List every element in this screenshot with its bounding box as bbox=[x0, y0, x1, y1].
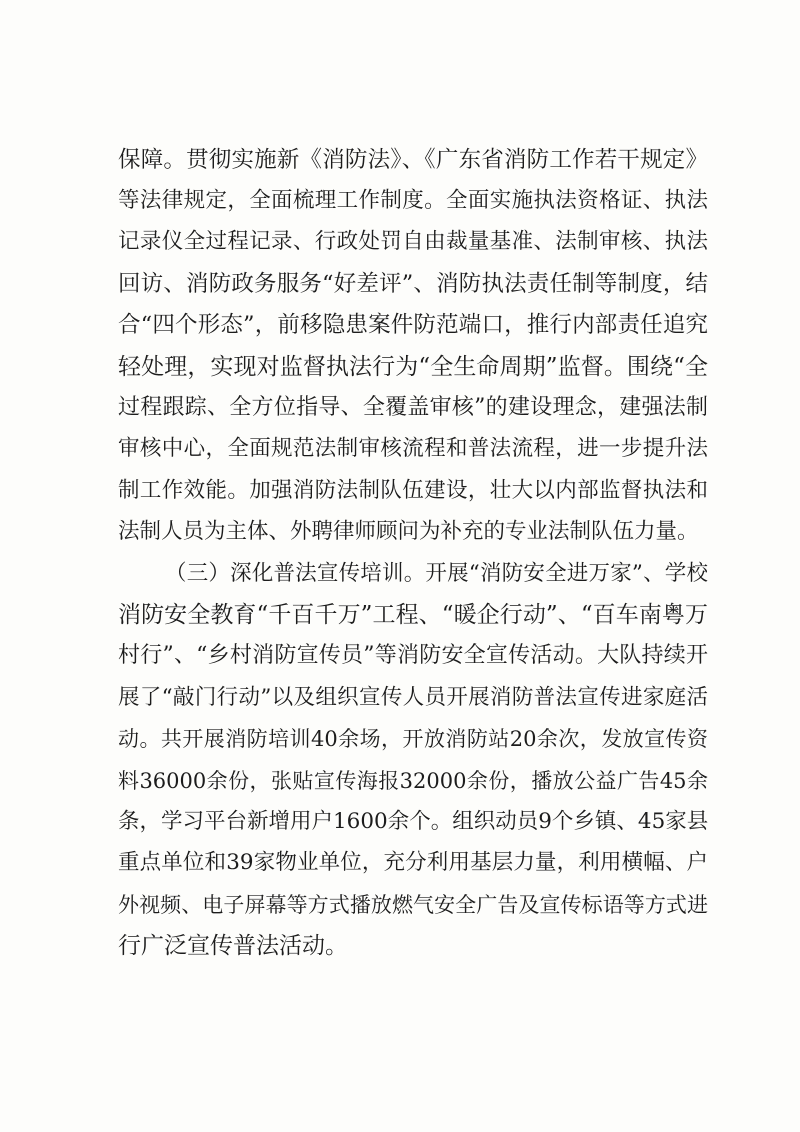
body-text-line: 条，学习平台新增用户1600余个。组织动员9个乡镇、45家县 bbox=[118, 809, 708, 834]
body-text-line: 回访、消防政务服务“好差评”、消防执法责任制等制度，结 bbox=[118, 271, 708, 297]
body-text-line: 轻处理，实现对监督执法行为“全生命周期”监督。围绕“全 bbox=[118, 354, 708, 380]
body-text-line: 审核中心，全面规范法制审核流程和普法流程，进一步提升法 bbox=[118, 436, 708, 461]
body-text-line: 行广泛宣传普法活动。 bbox=[118, 933, 348, 959]
body-text-line: 过程跟踪、全方位指导、全覆盖审核”的建设理念，建强法制 bbox=[118, 395, 708, 420]
body-text-line: 合“四个形态”，前移隐患案件防范端口，推行内部责任追究 bbox=[118, 312, 708, 338]
body-text-line: 记录仪全过程记录、行政处罚自由裁量基准、法制审核、执法 bbox=[118, 229, 708, 254]
body-text-line: 制工作效能。加强消防法制队伍建设，壮大以内部监督执法和 bbox=[118, 478, 708, 503]
body-text-line: 展了“敲门行动”以及组织宣传人员开展消防普法宣传进家庭活 bbox=[118, 685, 708, 710]
section-heading-line: （三）深化普法宣传培训。开展“消防安全进万家”、学校 bbox=[165, 561, 708, 586]
body-text-line: 消防安全教育“千百千万”工程、“暖企行动”、“百车南粤万 bbox=[118, 602, 708, 628]
body-text-line: 动。共开展消防培训40余场，开放消防站20余次，发放宣传资 bbox=[118, 727, 708, 751]
body-text-line: 外视频、电子屏幕等方式播放燃气安全广告及宣传标语等方式进 bbox=[118, 893, 708, 917]
body-text-line: 法制人员为主体、外聘律师顾问为补充的专业法制队伍力量。 bbox=[118, 519, 699, 544]
body-text-line: 料36000余份，张贴宣传海报32000余份，播放公益广告45余 bbox=[118, 769, 708, 793]
body-text-line: 村行”、“乡村消防宣传员”等消防安全宣传活动。大队持续开 bbox=[118, 643, 708, 668]
body-text-line: 重点单位和39家物业单位，充分利用基层力量，利用横幅、户 bbox=[118, 850, 708, 875]
body-text-line: 等法律规定，全面梳理工作制度。全面实施执法资格证、执法 bbox=[118, 188, 708, 213]
body-text-line: 保障。贯彻实施新《消防法》、《广东省消防工作若干规定》 bbox=[118, 147, 708, 173]
